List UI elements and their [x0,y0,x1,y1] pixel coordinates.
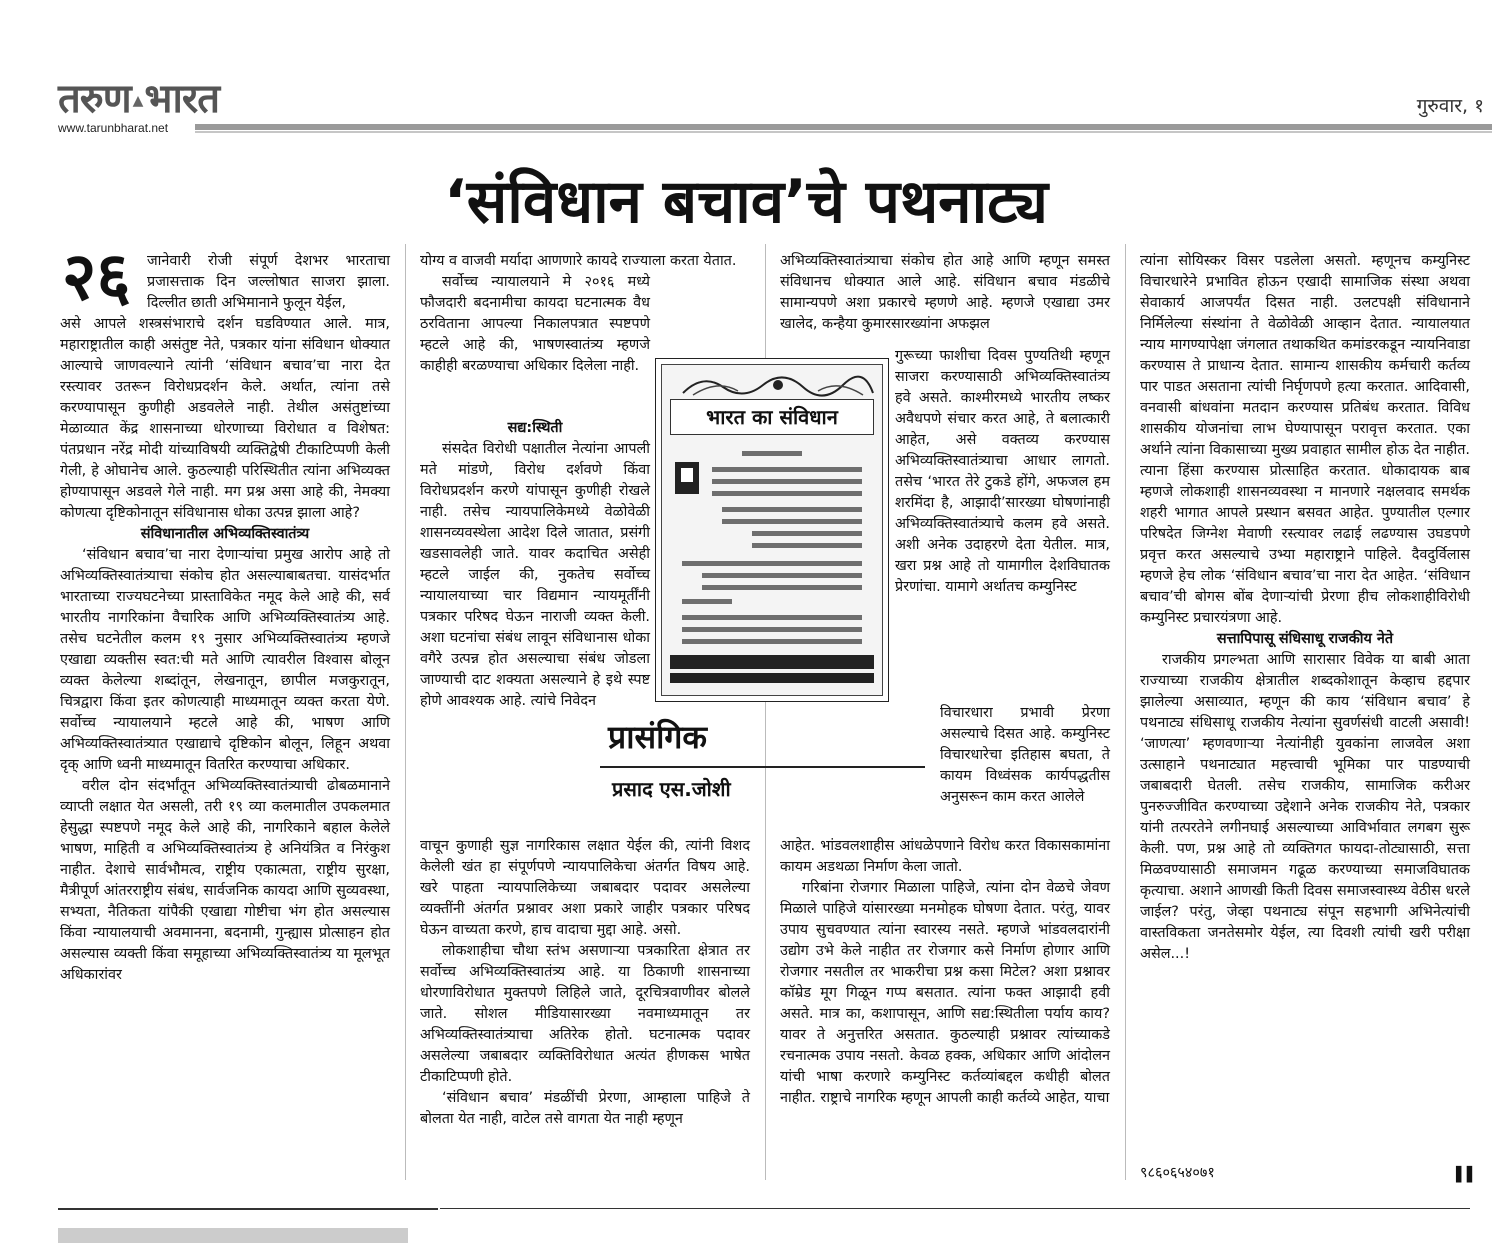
logo-text-right: भारत [144,76,220,122]
next-article-fragment [58,1228,408,1243]
masthead-rule [195,124,1492,130]
paragraph: योग्य व वाजवी मर्यादा आणणारे कायदे राज्याला करता येतात. [420,253,737,269]
column-divider [405,244,406,1180]
column-divider [1125,244,1126,1180]
subheading: सत्तापिपासू संधिसाधू राजकीय नेते [1216,631,1394,647]
paragraph: गुरूच्या फाशीचा दिवस पुण्यतिथी म्हणून साजरा करण्यासाठी अभिव्यक्तिस्वातंत्र्य हवे असते. काश्मीरमध्ये भारतीय लष्कर अवैधपणे संचार करत आहे, ते बलात्कारी आहेत, असे वक्तव्य करण्यास अभिव्यक्तिस्वातंत्र्याचा आधार लागतो. तसेच ‘भारत तेरे टुकडे होंगे, अफजल हम शरमिंदा है, आझादी’सारख्या घोषणांनाही अभिव्यक्तिस्वातंत्र्याचे कलम हवे असते. अशी अनेक उदाहरणे देता येतील. मात्र, खरा प्रश्न आहे तो यामागील देशविघातक प्रेरणांचा. यामागे अर्थातच कम्युनिस्ट [895,348,1110,595]
subheading: सद्य:स्थिती [507,420,563,436]
footer-rule [440,1208,1470,1209]
page-date: गुरुवार, १ [1416,95,1484,117]
paragraph: सर्वोच्च न्यायालयाने मे २०१६ मध्ये फौजदारी बदनामीचा कायदा घटनात्मक वैध ठरविताना आपल्या निकालपत्रात स्पष्टपणे म्हटले आहे की, भाषणस्वातंत्र्य म्हणजे काहीही बरळण्याचा अधिकार दिलेला नाही. [420,274,650,374]
paragraph: ‘संविधान बचाव’चा नारा देणाऱ्यांचा प्रमुख आरोप आहे तो अभिव्यक्तिस्वातंत्र्याचा संकोच होत असल्याबाबतचा. यासंदर्भात भारताच्या राज्यघटनेच्या प्रास्ताविकेत नमूद केले आहे की, सर्व भारतीय नागरिकांना वैचारिक आणि अभिव्यक्तिस्वातंत्र्य आहे. तसेच घटनेतील कलम १९ नुसार अभिव्यक्तिस्वातंत्र्य म्हणजे एखाद्या व्यक्तीस स्वत:ची मते आणि त्यावरील विश्वास बोलून व्यक्त केलेल्या शब्दांतून, लेखनातून, छापील मजकुरातून, चित्रद्वारा किंवा इतर कोणत्याही माध्यमातून व्यक्त करता येणे. सर्वोच्च न्यायालयाने म्हटले आहे की, भाषण आणि अभिव्यक्तिस्वातंत्र्यात एखाद्याचे दृष्टिकोन बोलून, लिहून अथवा दृक् आणि ध्वनी माध्यमातून वितरित करण्याचा अधिकार. [60,547,390,773]
paragraph: विचारधारा प्रभावी प्रेरणा असल्याचे दिसत आहे. कम्युनिस्ट विचारधारेचा इतिहास बघता, ते कायम विध्वंसक कार्यपद्धतीस अनुसरून काम करत आलेले [940,705,1110,805]
cover-title: भारत का संविधान [670,399,874,435]
article-headline: ‘संविधान बचाव’चे पथनाट्य [443,167,1049,237]
paragraph: राजकीय प्रगल्भता आणि सारासार विवेक या बाबी आता राज्याच्या राजकीय क्षेत्रातील शब्दकोशातून केव्हाच हद्दपार झालेल्या असाव्यात, म्हणून की काय ‘संविधान बचाव’ हे पथनाट्य संधिसाधू राजकीय नेत्यांना सुवर्णसंधी वाटली असावी! ‘जाणत्या’ म्हणवणाऱ्या नेत्यांनीही युवकांना लाजवेल अशा उत्साहाने पथनाट्यात महत्त्वाची भूमिका पार पाडण्याची जबाबदारी घेतली. तसेच राजकीय, सामाजिक करीअर पुनरुज्जीवित करण्याच्या उद्देशाने अनेक राजकीय नेते, पत्रकार यांनी तत्परतेने लगीनघाई असल्याच्या आविर्भावात लगबग सुरू केली. पण, प्रश्न आहे तो व्यक्तिगत फायदा-तोट्यासाठी, सत्ता मिळवण्यासाठी समाजमन गढूळ करण्याच्या समाजविघातक कृत्याचा. अशाने आणखी किती दिवस समाजस्वास्थ्य वेठीस धरले जाईल? परंतु, जेव्हा पथनाट्य संपून सहभागी अभिनेत्यांची वास्तविकता जनतेसमोर येईल, त्या दिवशी त्यांची खरी परीक्षा असेल...! [1140,652,1470,962]
paragraph: त्यांना सोयिस्कर विसर पडलेला असतो. म्हणूनच कम्युनिस्ट विचारधारेने प्रभावित होऊन एखादी सामाजिक संस्था अथवा सेवाकार्य आजपर्यंत दिसत नाही. उलटपक्षी संविधानाने निर्मिलेल्या संस्थांना ते वेळोवेळी आव्हान देतात. न्यायालयात न्याय मागण्यापेक्षा जंगलात तथाकथित कमांडरकडून न्यायनिवाडा करण्यास ते प्राधान्य देतात. सामान्य शासकीय कर्मचारी कर्तव्य पार पाडत असताना त्यांची निर्घृणपणे हत्या करतात. आदिवासी, वनवासी बांधवांना मतदान करण्यास प्रतिबंध करतात. विविध शासकीय योजनांचा लाभ घेण्यापासून परावृत्त करतात. एका अर्थाने त्यांना विकासाच्या मुख्य प्रवाहात सामील होऊ देत नाहीत. त्याना हिंसा करण्यास प्रोत्साहित करतात. धोकादायक बाब म्हणजे लोकशाही शासनव्यवस्था न मानणारे नक्षलवाद समर्थक शहरी भागात आपले प्रस्थान बसवत आहेत. पुण्यातील एल्गार परिषदेत जिग्नेश मेवाणी रस्त्यावर लढाई लढण्यास उघडपणे प्रवृत्त करत असल्याचे उभ्या महाराष्ट्राने पाहिले. दैवदुर्विलास म्हणजे हेच लोक ‘संविधान बचाव’चा नारा देत आहेत. ‘संविधान बचाव’ची बोगस बोंब देणाऱ्यांची प्रेरणा हीच लोकशाहीविरोधी कम्युनिस्ट प्रचारयंत्रणा आहे. [1140,253,1470,626]
column-3-middle [895,346,1110,598]
footer-rule [58,1208,438,1210]
column-2-middle [420,418,650,712]
masthead-rule-thin [195,131,1492,133]
drop-cap: २६ [62,238,131,315]
paragraph: संसदेत विरोधी पक्षातील नेत्यांना आपली मते मांडणे, विरोध दर्शवणे किंवा विरोधप्रदर्शन करणे यांपासून कुणीही रोखले नाही. तसेच न्यायपालिकेमध्ये वेळोवेळी शासनव्यवस्थेला आदेश दिले जातात, प्रसंगी खडसावलेही जाते. यावर कदाचित असेही म्हटले जाईल की, नुकतेच सर्वोच्च न्यायालयाच्या चार विद्यमान न्यायमूर्तींनी पत्रकार परिषद घेऊन नाराजी व्यक्त केली. अशा घटनांचा संबंध लावून संविधानास धोका वगैरे उत्पन्न होत असल्याचा संबंध जोडला जाण्याची दाट शक्यता असल्याने हे इथे स्पष्ट होणे आवश्यक आहे. त्यांचे निवेदन [420,441,650,709]
column-tag-label: प्रासंगिक [608,718,708,756]
column-2-bottom [420,836,750,1130]
paragraph: वरील दोन संदर्भांतून अभिव्यक्तिस्वातंत्र्याची ढोबळमानाने व्याप्ती लक्षात येत असली, तरी १९ व्या कलमातील उपकलमात हेसुद्धा स्पष्टपणे नमूद केले आहे की, नागरिकाने बहाल केलेले भाषण, माहिती व अभिव्यक्तिस्वातंत्र्य हे अनियंत्रित व निरंकुश नाहीत. देशाचे सार्वभौमत्व, राष्ट्रीय एकात्मता, राष्ट्रीय सुरक्षा, मैत्रीपूर्ण आंतरराष्ट्रीय संबंध, सार्वजनिक कायदा आणि सुव्यवस्था, सभ्यता, नैतिकता यांपैकी एखाद्या गोष्टीचा भंग होत असल्यास किंवा न्यायालयाची अवमानना, बदनामी, गुन्ह्यास प्रोत्साहन होत असल्यास व्यक्ती किंवा समूहाच्या अभिव्यक्तिस्वातंत्र्य या मूलभूत अधिकारांवर [60,778,390,983]
national-emblem-icon [672,460,702,496]
newspaper-logo [58,78,219,122]
paragraph: वाचून कुणाही सुज्ञ नागरिकास लक्षात येईल की, त्यांनी विशद केलेली खंत हा संपूर्णपणे न्यायपालिकेचा अंतर्गत विषय आहे. खरे पाहता न्यायपालिकेच्या जबाबदार पदावर असलेल्या व्यक्तींनी अंतर्गत प्रश्नावर अशा प्रकारे जाहीर पत्रकार परिषद घेऊन वाच्यता करणे, हाच वादाचा मुद्दा आहे. असो. [420,838,750,938]
column-tag-rule [600,766,925,768]
column-1-intro [147,251,390,314]
constitution-cover-image [655,358,889,702]
paragraph: असे आपले शस्त्रसंभाराचे दर्शन घडविण्यात आले. मात्र, महाराष्ट्रातील काही असंतुष्ट नेते, पत्रकार यांना संविधान धोक्यात आल्याचे जाणवल्याने त्यांनी ‘संविधान बचाव’चा नारा देत रस्त्यावर उतरून विरोधप्रदर्शन केले. अर्थात, त्यांना तसे करण्यापासून कुणीही अडवलेले नाही. तेथील असंतुष्टांच्या मेळाव्यात केंद्र शासनाच्या धोरणाच्या विरोधात व विशेषत: पंतप्रधान नरेंद्र मोदी यांच्याविषयी व्यक्तिद्वेषी टीकाटिप्पणी केली गेली, हे ओघानेच आले. कुठल्याही परिस्थितीत त्यांना अभिव्यक्त होण्यापासून अडवले गेले नाही. मग प्रश्न असा आहे की, नेमक्या कोणत्या दृष्टिकोनातून संविधानास धोका उत्पन्न झाला आहे? [60,316,390,521]
subheading: संविधानातील अभिव्यक्तिस्वातंत्र्य [140,526,310,542]
paragraph: गरिबांना रोजगार मिळाला पाहिजे, त्यांना दोन वेळचे जेवण मिळाले पाहिजे यांसारख्या मनमोहक घोषणा देतात. परंतु, यावर उपाय सुचवण्यात त्यांना स्वारस्य नसते. म्हणजे भांडवलदारांनी उद्योग उभे केले नाहीत तर रोजगार कसे निर्माण होणार आणि रोजगार नसतील तर भाकरीचा प्रश्न कसा मिटेल? अशा प्रश्नावर कॉम्रेड मूग गिळून गप्प बसतात. त्यांना फक्त आझादी हवी असते. मात्र का, कशापासून, आणि सद्य:स्थितीला पर्याय काय? यावर ते अनुत्तरित असतात. कुठल्याही प्रश्नावर त्यांच्याकडे रचनात्मक उपाय नसतो. केवळ हक्क, अधिकार आणि आंदोलन यांची भाषा करणारे कम्युनिस्ट कर्तव्यांबद्दल कधीही बोलत नाहीत. राष्ट्राचे नागरिक म्हणून आपली काही कर्तव्ये आहेत, याचा [780,880,1110,1106]
author-byline: प्रसाद एस.जोशी [612,777,731,801]
ornament-icon [678,373,878,399]
column-3-bottom [780,836,1110,1109]
logo-text-left: तरुण [58,76,131,122]
paragraph: जानेवारी रोजी संपूर्ण देशभर भारताचा प्रजासत्ताक दिन जल्लोषात साजरा झाला. दिल्लीत छाती अभिमानाने फुलून येईल, [147,253,390,311]
column-3-top [780,251,1110,335]
website-url: www.tarunbharat.net [58,121,169,135]
column-4 [1140,251,1470,965]
paragraph: अभिव्यक्तिस्वातंत्र्याचा संकोच होत आहे आणि म्हणून समस्त संविधानच धोक्यात आले आहे. संविधान बचाव मंडळीचे सामान्यपणे अशा प्रकारचे म्हणणे आहे. म्हणजे एखाद्या उमर खालेद, कन्हैया कुमारसारख्यांना अफझल [780,253,1110,332]
end-mark-icon: ▌▌ [1456,1167,1478,1183]
paragraph: ‘संविधान बचाव’ मंडळींची प्रेरणा, आम्हाला पाहिजे ते बोलता येत नाही, वाटेल तसे वागता येत नाही म्हणून [420,1090,750,1127]
paragraph: लोकशाहीचा चौथा स्तंभ असणाऱ्या पत्रकारिता क्षेत्रात तर सर्वोच्च अभिव्यक्तिस्वातंत्र्य आहे. या ठिकाणी शासनाच्या धोरणाविरोधात मुक्तपणे लिहिले जाते, दूरचित्रवाणीवर बोलले जाते. सोशल मीडियासारख्या नवमाध्यमातून तर अभिव्यक्तिस्वातंत्र्याचा अतिरेक होतो. घटनात्मक पदावर असलेल्या जबाबदार व्यक्तिविरोधात अत्यंत हीणकस भाषेत टीकाटिप्पणी होते. [420,943,750,1085]
author-phone: ९८६०६५४०७१ [1140,1165,1215,1181]
paragraph: आहेत. भांडवलशाहीस आंधळेपणाने विरोध करत विकासकामांना कायम अडथळा निर्माण केला जातो. [780,838,1110,875]
column-1 [60,314,390,986]
lamp-emblem-icon: ▲ [132,93,143,109]
column-3-narrow [940,703,1110,808]
